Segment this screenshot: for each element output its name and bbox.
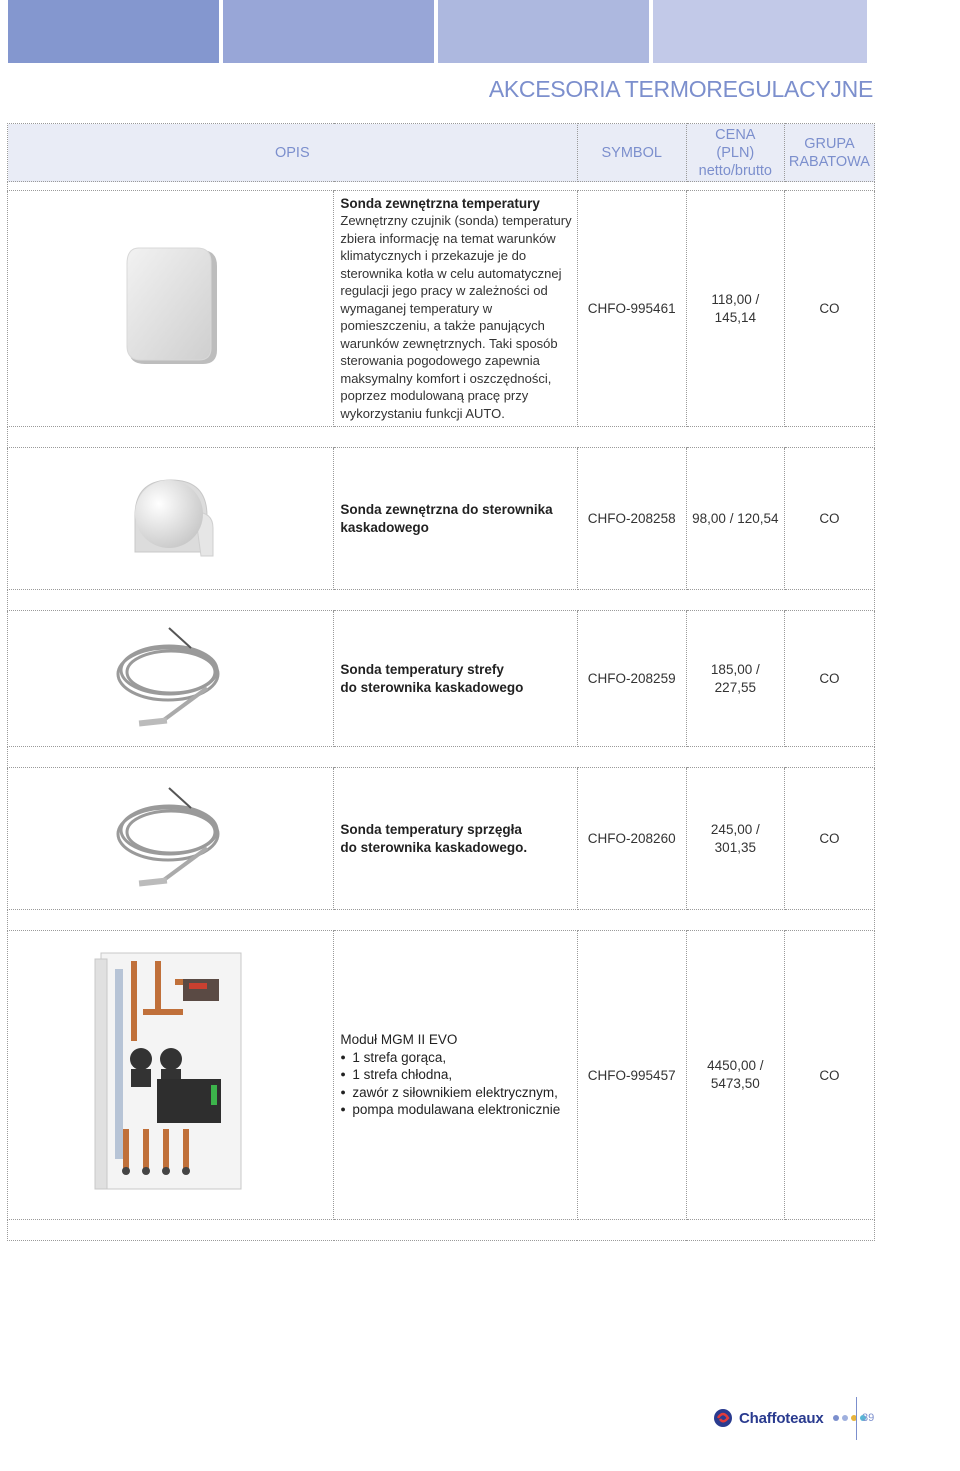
table-row	[8, 448, 875, 590]
dot-icon	[833, 1415, 839, 1421]
product-symbol: CHFO-208260	[577, 768, 686, 910]
product-price: 185,00 / 227,55	[686, 611, 784, 747]
product-description	[334, 191, 577, 427]
product-price: 245,00 / 301,35	[686, 768, 784, 910]
product-description	[334, 611, 577, 747]
table-row	[8, 768, 875, 910]
product-image-cell	[8, 611, 334, 747]
product-image-cell	[8, 768, 334, 910]
header-bar-3	[438, 0, 649, 63]
header-bar-2	[223, 0, 434, 63]
product-price: 4450,00 / 5473,50	[686, 931, 784, 1220]
product-symbol: CHFO-995457	[577, 931, 686, 1220]
header-bar-4	[653, 0, 867, 63]
product-name: Sonda zewnętrzna do sterownika kaskadowego	[340, 502, 553, 535]
header-grupa: GRUPA RABATOWA	[784, 124, 874, 182]
brand-logo	[713, 1408, 866, 1428]
dot-icon	[842, 1415, 848, 1421]
outdoor-sensor-dome-icon	[121, 472, 221, 562]
header-bar-1	[8, 0, 219, 63]
product-image-cell	[8, 191, 334, 427]
page-title: AKCESORIA TERMOREGULACYJNE	[488, 76, 873, 102]
list-item: ● zawór z siłownikiem elektrycznym,	[352, 1084, 572, 1102]
product-price: 118,00 / 145,14	[686, 191, 784, 427]
product-group: CO	[784, 611, 874, 747]
list-item: ● pompa modulawana elektronicznie	[352, 1101, 572, 1119]
product-group: CO	[784, 448, 874, 590]
header-opis: OPIS	[8, 124, 578, 182]
product-price: 98,00 / 120,54	[686, 448, 784, 590]
feature-list	[340, 1049, 572, 1119]
product-description	[334, 448, 577, 590]
product-name: Sonda temperatury strefy do sterownika kaskadowego	[340, 662, 524, 695]
header-color-bars	[8, 0, 874, 63]
list-item: ● 1 strefa gorąca,	[352, 1049, 572, 1067]
product-description	[334, 768, 577, 910]
product-description	[334, 931, 577, 1220]
cable-sensor-icon	[111, 782, 231, 892]
table-row	[8, 931, 875, 1220]
table-header-row	[8, 124, 875, 182]
hydraulic-module-icon	[91, 949, 251, 1199]
product-group: CO	[784, 191, 874, 427]
list-item: ● 1 strefa chłodna,	[352, 1066, 572, 1084]
product-name: Sonda zewnętrzna temperatury	[340, 195, 540, 211]
accessories-table	[7, 123, 875, 1241]
product-group: CO	[784, 931, 874, 1220]
product-image-cell	[8, 931, 334, 1220]
brand-name: Chaffoteaux	[739, 1409, 824, 1427]
page-divider	[856, 1397, 857, 1440]
product-name: Sonda temperatury sprzęgła do sterownika kaskadowego.	[340, 822, 528, 855]
product-symbol: CHFO-208258	[577, 448, 686, 590]
product-group: CO	[784, 768, 874, 910]
chaffoteaux-swirl-icon	[713, 1408, 733, 1428]
product-image-cell	[8, 448, 334, 590]
page-number: 39	[862, 1412, 875, 1424]
cable-sensor-icon	[111, 622, 231, 732]
header-cena: CENA (PLN) netto/brutto	[686, 124, 784, 182]
product-description-text: Zewnętrzny czujnik (sonda) temperatury zbiera informację na temat warunków klimatycznych i przekazuje je do sterownika kotła w celu automatycznej regulacji jego pracy w zależności od wymaganej temperatury w pomieszczeniu, a także panujących warunków zewnętrznych. Taki sposób sterowania pogodowego zapewnia maksymalny komfort i oszczędności, poprzez modulowaną pracę przy wykorzystaniu funkcji AUTO.	[340, 213, 572, 421]
table-row	[8, 611, 875, 747]
header-symbol: SYMBOL	[577, 124, 686, 182]
table-row	[8, 191, 875, 427]
outdoor-sensor-box-icon	[121, 242, 221, 372]
product-symbol: CHFO-995461	[577, 191, 686, 427]
product-name: Moduł MGM II EVO	[340, 1032, 458, 1048]
product-symbol: CHFO-208259	[577, 611, 686, 747]
